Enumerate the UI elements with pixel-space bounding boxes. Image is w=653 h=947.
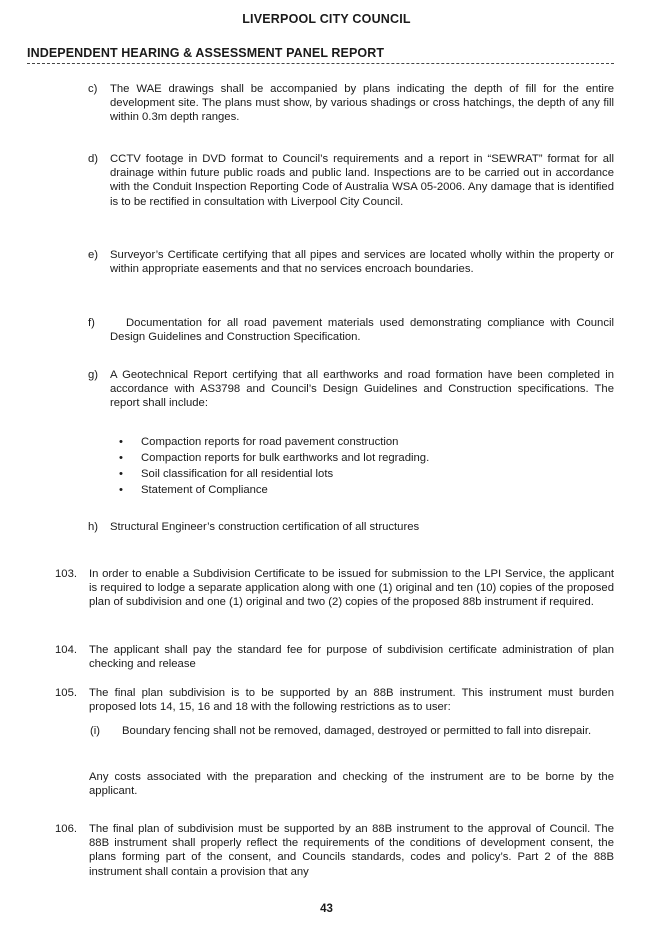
- item-h-label: h): [88, 521, 99, 533]
- item-c-label: c): [88, 83, 98, 95]
- condition-106-number: 106.: [55, 823, 77, 835]
- bullet-dot-icon: •: [119, 452, 123, 464]
- item-d-label: d): [88, 153, 99, 165]
- page-number: 43: [320, 903, 333, 915]
- restriction-i-label: (i): [90, 725, 101, 737]
- item-f-text: Documentation for all road pavement materials used demonstrating compliance with Council Design Guidelines and Construction Specification.: [110, 317, 614, 344]
- item-e-text: Surveyor’s Certificate certifying that all pipes and services are located wholly within the property or within appropriate easements and that no services encroach boundaries.: [110, 249, 614, 276]
- condition-105-text: The final plan subdivision is to be supported by an 88B instrument. This instrument must burden proposed lots 14, 15, 16 and 18 with the following restrictions as to user:: [89, 687, 614, 714]
- header-divider: [27, 63, 614, 64]
- item-g-text: A Geotechnical Report certifying that all earthworks and road formation have been completed in accordance with AS3798 and Council’s Design Guidelines and Construction specifications. The report shall include:: [110, 369, 614, 410]
- item-d-text: CCTV footage in DVD format to Council’s requirements and a report in “SEWRAT” format for all drainage within future public roads and public land. Inspections are to be carried out in accordance with the Conduit Inspection Reporting Code of Australia WSA 05-2006. Any damage that is identified is to be rectified in consultation with Liverpool City Council.: [110, 153, 614, 208]
- bullet-item: • Compaction reports for bulk earthworks and lot regrading.: [119, 450, 599, 466]
- item-f-label: f): [88, 317, 95, 329]
- condition-103-text: In order to enable a Subdivision Certificate to be issued for submission to the LPI Service, the applicant is required to lodge a separate application along with one (1) original and ten (10) copies of the proposed plan of subdivision and one (1) original and two (2) copies of the proposed 88b instrument if required.: [89, 568, 614, 609]
- condition-103-number: 103.: [55, 568, 77, 580]
- costs-note: Any costs associated with the preparation and checking of the instrument are to be borne by the applicant.: [89, 771, 614, 798]
- condition-105-number: 105.: [55, 687, 77, 699]
- condition-104-number: 104.: [55, 644, 77, 656]
- report-title: INDEPENDENT HEARING & ASSESSMENT PANEL REPORT: [27, 46, 385, 60]
- item-g-label: g): [88, 369, 99, 381]
- bullet-item: • Compaction reports for road pavement construction: [119, 434, 599, 450]
- bullet-dot-icon: •: [119, 468, 123, 480]
- condition-106-text: The final plan of subdivision must be supported by an 88B instrument to the approval of Council. The 88B instrument shall properly reflect the requirements of the conditions of development consent, the plans forming part of the consent, and Councils standards, codes and policy’s. Part 2 of the 88B instrument shall contain a provision that any: [89, 823, 614, 878]
- bullet-dot-icon: •: [119, 436, 123, 448]
- bullet-item: • Statement of Compliance: [119, 482, 599, 498]
- item-h-text: Structural Engineer’s construction certification of all structures: [110, 521, 420, 533]
- item-e-label: e): [88, 249, 99, 261]
- condition-104-text: The applicant shall pay the standard fee for purpose of subdivision certificate administration of plan checking and release: [89, 644, 614, 671]
- bullet-dot-icon: •: [119, 484, 123, 496]
- restriction-i-text: Boundary fencing shall not be removed, damaged, destroyed or permitted to fall into disrepair.: [122, 725, 592, 737]
- council-title: LIVERPOOL CITY COUNCIL: [242, 12, 411, 26]
- item-c-text: The WAE drawings shall be accompanied by plans indicating the depth of fill for the entire development site. The plans must show, by various shadings or cross hatchings, the depth of any fill within 0.3m depth ranges.: [110, 83, 614, 124]
- bullet-item: • Soil classification for all residential lots: [119, 466, 599, 482]
